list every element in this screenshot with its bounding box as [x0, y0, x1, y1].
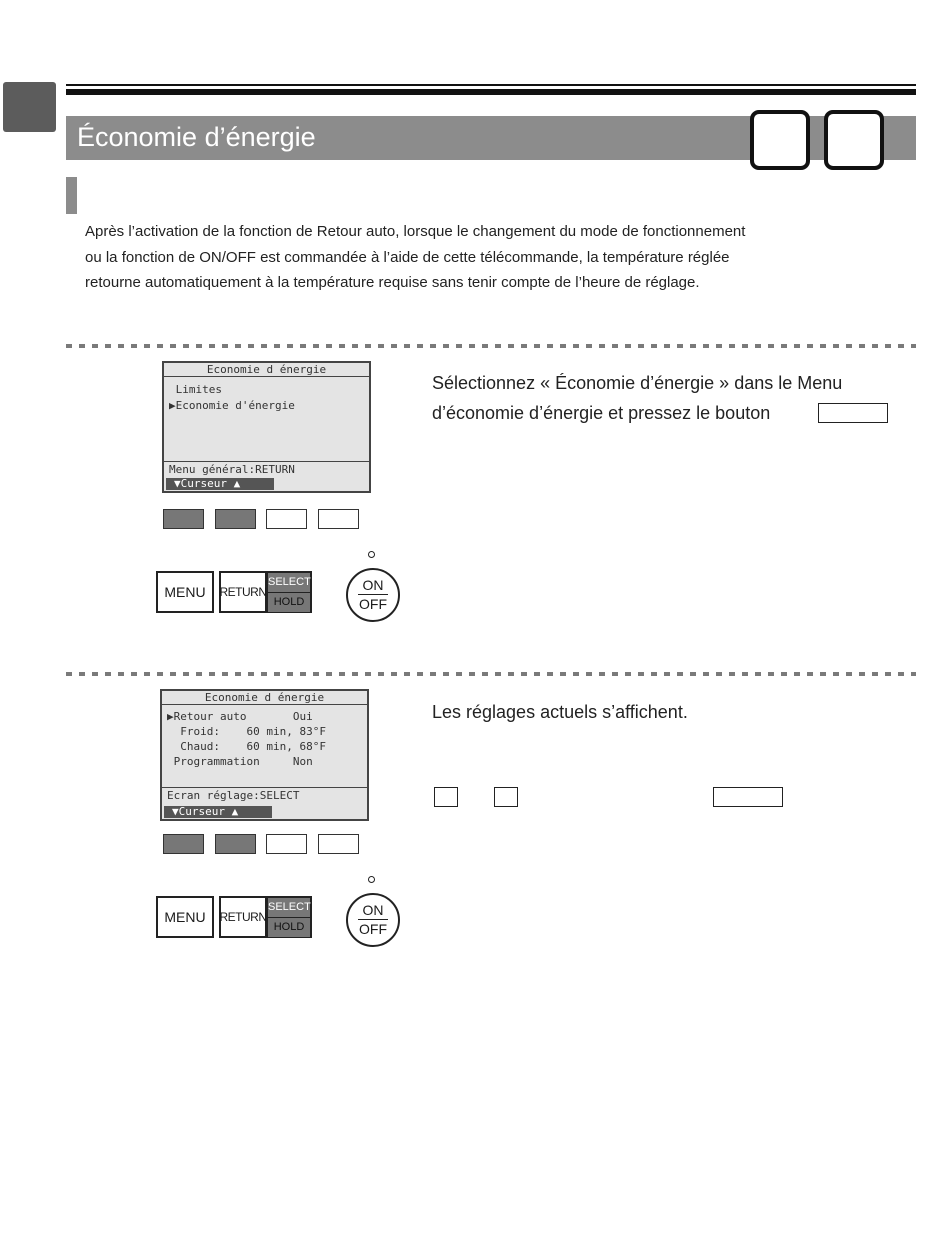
- select-hold-button[interactable]: [266, 896, 312, 938]
- header-rule-thick: [66, 89, 916, 95]
- lcd-header: Economie d énergie: [162, 691, 367, 705]
- function-button-f2[interactable]: [215, 834, 256, 854]
- lcd-header: Economie d énergie: [164, 363, 369, 377]
- dotted-divider: [66, 344, 916, 348]
- hold-label: HOLD: [268, 592, 310, 612]
- intro-line: Après l’activation de la fonction de Retour auto, lorsque le changement du mode de fonctionnement: [85, 223, 746, 240]
- lcd-line: Programmation Non: [167, 755, 313, 768]
- select-hold-button[interactable]: [266, 571, 312, 613]
- lcd-screen: [162, 361, 371, 493]
- on-off-button[interactable]: [346, 568, 400, 622]
- lcd-cursor-bar: ▼Curseur ▲: [166, 478, 274, 490]
- menu-button[interactable]: MENU: [156, 896, 214, 938]
- inline-button-placeholder: [713, 787, 783, 807]
- step1-line: Sélectionnez « Économie d’énergie » dans le Menu: [432, 373, 843, 393]
- lcd-footer: Menu général:RETURN: [169, 463, 295, 476]
- off-label: OFF: [359, 596, 387, 612]
- function-button-f4[interactable]: [318, 509, 359, 529]
- lcd-line: Chaud: 60 min, 68°F: [167, 740, 326, 753]
- lcd-line: Froid: 60 min, 83°F: [167, 725, 326, 738]
- function-button-f2[interactable]: [215, 509, 256, 529]
- function-button-f3[interactable]: [266, 509, 307, 529]
- dotted-divider: [66, 672, 916, 676]
- function-button-f3[interactable]: [266, 834, 307, 854]
- on-off-button[interactable]: [346, 893, 400, 947]
- intro-line: ou la fonction de ON/OFF est commandée à l’aide de cette télécommande, la température réglée: [85, 248, 730, 266]
- function-button-f4[interactable]: [318, 834, 359, 854]
- intro-line: retourne automatiquement à la température requise sans tenir compte de l’heure de réglage.: [85, 274, 700, 291]
- return-button[interactable]: RETURN: [219, 896, 267, 938]
- power-led-icon: [368, 876, 375, 883]
- page-title: Économie d’énergie: [77, 122, 316, 152]
- chapter-tab: [3, 82, 56, 132]
- hold-label: HOLD: [268, 917, 310, 937]
- inline-button-placeholder: [494, 787, 518, 807]
- menu-button[interactable]: MENU: [156, 571, 214, 613]
- return-button[interactable]: RETURN: [219, 571, 267, 613]
- intro-paragraph: [85, 219, 905, 296]
- lcd-line: ▶Economie d'énergie: [169, 399, 295, 412]
- inline-button-placeholder: [818, 403, 888, 423]
- step2-instruction: Les réglages actuels s’affichent.: [432, 702, 688, 722]
- step1-instruction: [432, 368, 842, 428]
- function-button-f1[interactable]: [163, 509, 204, 529]
- rounded-square-icon-right: [824, 110, 884, 170]
- function-button-f1[interactable]: [163, 834, 204, 854]
- off-label: OFF: [359, 921, 387, 937]
- header-rule-thin: [66, 84, 916, 86]
- lcd-line: ▶Retour auto Oui: [167, 710, 313, 723]
- on-label: ON: [358, 902, 388, 920]
- select-label: SELECT: [268, 573, 310, 592]
- lcd-footer: Ecran réglage:SELECT: [167, 789, 300, 802]
- power-led-icon: [368, 551, 375, 558]
- lcd-screen: [160, 689, 369, 821]
- section-marker: [66, 177, 77, 214]
- lcd-line: Limites: [169, 383, 222, 396]
- step1-line: d’économie d’énergie et pressez le bouton: [432, 403, 771, 423]
- select-label: SELECT: [268, 898, 310, 917]
- inline-button-placeholder: [434, 787, 458, 807]
- lcd-separator: [164, 461, 369, 462]
- on-label: ON: [358, 577, 388, 595]
- rounded-square-icon-left: [750, 110, 810, 170]
- lcd-cursor-bar: ▼Curseur ▲: [164, 806, 272, 818]
- lcd-separator: [162, 787, 367, 788]
